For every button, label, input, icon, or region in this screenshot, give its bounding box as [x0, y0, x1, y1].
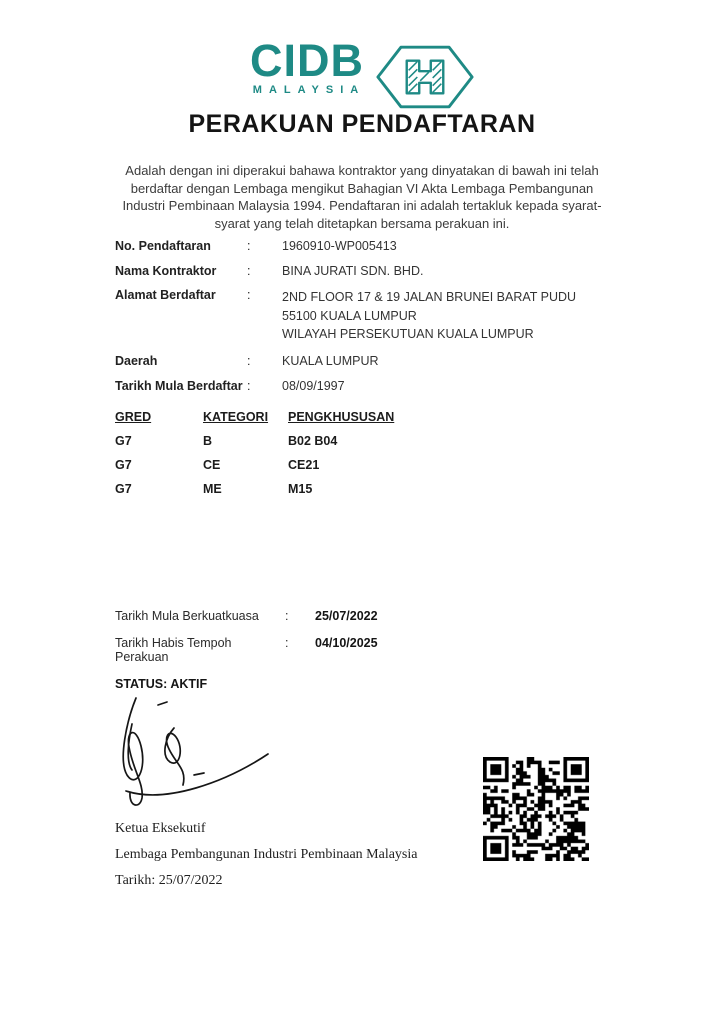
intro-paragraph: Adalah dengan ini diperakui bahawa kontraktor yang dinyatakan di bawah ini telah berdaftar dengan Lembaga mengikut Bahagian VI Akta Lembaga Pembangunan Industri Pembinaan Malaysia 1994. Pendaftaran ini adalah tertakluk kepada syarat-syarat yang telah ditetapkan bersama perakuan ini.: [122, 163, 602, 231]
issue-date: Tarikh: 25/07/2022: [115, 873, 223, 888]
colon-separator: :: [247, 263, 251, 278]
cell-kategori: ME: [203, 482, 222, 496]
address-line: WILAYAH PERSEKUTUAN KUALA LUMPUR: [282, 327, 534, 341]
address-line: 55100 KUALA LUMPUR: [282, 308, 417, 323]
column-header-pengkhususan: PENGKHUSUSAN: [288, 410, 395, 424]
detail-value-address: [282, 288, 615, 344]
cidb-hexagon-icon: [375, 44, 475, 110]
validity-value: 04/10/2025: [315, 636, 378, 650]
detail-label: No. Pendaftaran: [115, 239, 211, 253]
column-header-kategori: KATEGORI: [203, 410, 269, 424]
footer-block: [115, 821, 535, 899]
cell-gred: G7: [115, 434, 132, 448]
certificate-title: PERAKUAN PENDAFTARAN: [188, 110, 536, 138]
detail-row-registration-number: [115, 239, 615, 253]
grade-table-header: [115, 410, 535, 424]
cell-kategori: B: [203, 434, 213, 448]
colon-separator: :: [285, 636, 289, 650]
grade-table: [115, 410, 535, 506]
cell-gred: G7: [115, 482, 132, 496]
colon-separator: :: [247, 354, 251, 368]
detail-value: BINA JURATI SDN. BHD.: [282, 263, 424, 278]
table-row: [115, 482, 535, 496]
cidb-wordmark-text: CIDB: [250, 35, 364, 86]
signatory-title: Ketua Eksekutif: [115, 821, 206, 836]
detail-row-contractor-name: [115, 264, 615, 278]
validity-label: Tarikh Habis Tempoh Perakuan: [115, 636, 232, 664]
registration-details: [115, 239, 615, 403]
address-line: 2ND FLOOR 17 & 19 JALAN BRUNEI BARAT PUDU: [282, 290, 577, 304]
detail-value: 08/09/1997: [282, 378, 345, 393]
table-row: [115, 434, 535, 448]
validity-row-expiry-date: [115, 636, 535, 664]
cidb-logo: [0, 35, 724, 110]
cell-pengkhususan: M15: [288, 482, 313, 496]
detail-row-registered-address: [115, 288, 615, 344]
cell-pengkhususan: B02 B04: [288, 434, 338, 448]
detail-label: Tarikh Mula Berdaftar: [115, 378, 243, 393]
colon-separator: :: [247, 288, 251, 302]
detail-label: Daerah: [115, 354, 158, 368]
detail-label: Nama Kontraktor: [115, 263, 217, 278]
cidb-wordmark: [249, 35, 366, 96]
detail-value: 1960910-WP005413: [282, 239, 397, 253]
detail-row-district: [115, 354, 615, 368]
cell-pengkhususan: CE21: [288, 458, 320, 472]
colon-separator: :: [285, 609, 289, 623]
column-header-gred: GRED: [115, 410, 152, 424]
validity-value: 25/07/2022: [315, 609, 378, 623]
table-row: [115, 458, 535, 472]
detail-row-first-registered-date: [115, 379, 615, 393]
colon-separator: :: [247, 378, 251, 393]
organization-name: Lembaga Pembangunan Industri Pembinaan Malaysia: [115, 847, 418, 862]
detail-value: KUALA LUMPUR: [282, 354, 379, 368]
validity-label: Tarikh Mula Berkuatkuasa: [115, 609, 259, 623]
cidb-wordmark-subtext: MALAYSIA: [252, 84, 366, 96]
detail-label: Alamat Berdaftar: [115, 288, 216, 302]
cell-kategori: CE: [203, 458, 221, 472]
cell-gred: G7: [115, 458, 132, 472]
colon-separator: :: [247, 239, 251, 253]
status-badge: STATUS: AKTIF: [115, 677, 208, 691]
signature-image: [98, 690, 293, 815]
validity-row-effective-date: [115, 609, 535, 623]
validity-section: [115, 609, 535, 691]
